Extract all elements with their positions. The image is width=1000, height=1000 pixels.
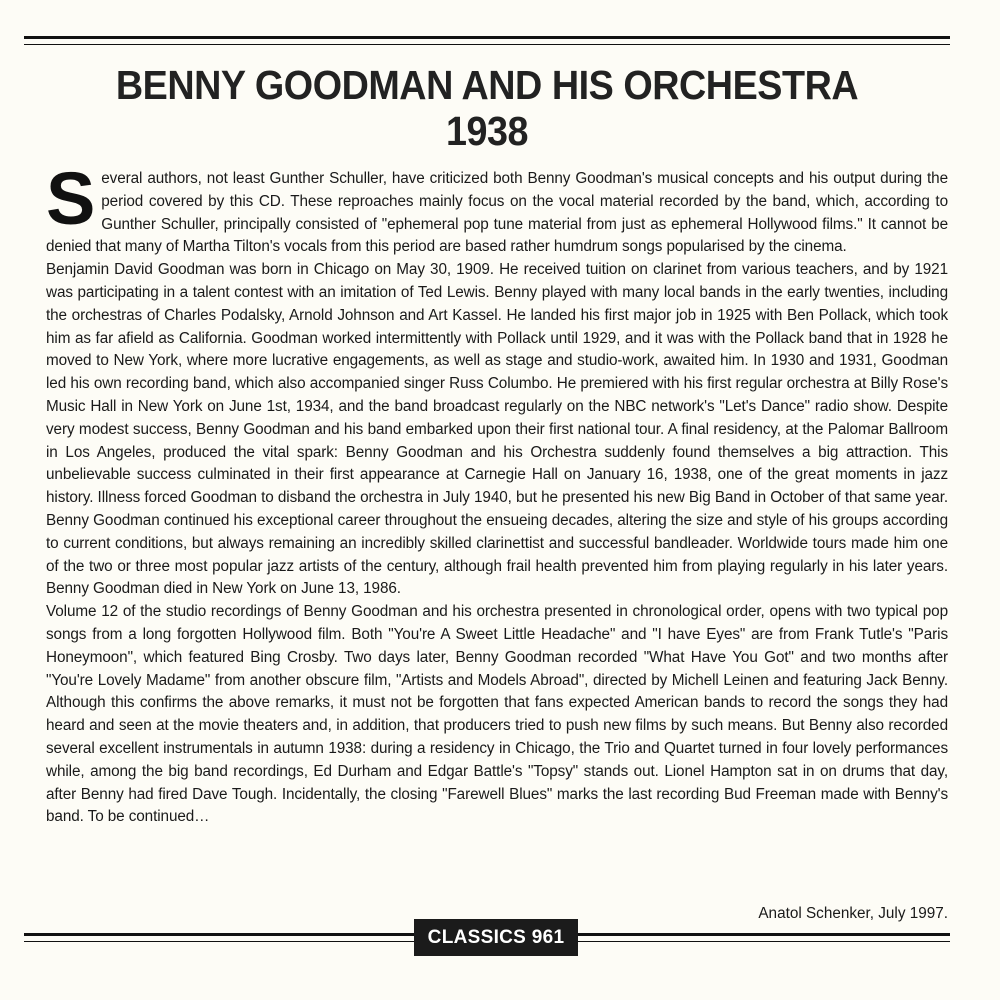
author-signature: Anatol Schenker, July 1997. bbox=[758, 905, 948, 922]
top-rule bbox=[24, 36, 950, 45]
page-title bbox=[61, 62, 913, 154]
title-line-1: BENNY GOODMAN AND HIS ORCHESTRA bbox=[115, 62, 859, 108]
paragraph-1 bbox=[46, 157, 948, 259]
drop-cap: S bbox=[46, 157, 96, 240]
paragraph-1-text: everal authors, not least Gunther Schuller, have criticized both Benny Goodman's musical concepts and his output during the period covered by this CD. These reproaches mainly focus on the vocal material recorded by the band, which, according to Gunther Schuller, principally consisted of "ephemeral pop tune material from just as ephemeral Hollywood films." It cannot be denied that many of Martha Tilton's vocals from this period are based rather humdrum songs popularised by the cinema. bbox=[46, 170, 948, 256]
liner-notes-body bbox=[46, 157, 948, 829]
catalog-label: CLASSICS 961 bbox=[414, 919, 578, 956]
paragraph-2: Benjamin David Goodman was born in Chicago on May 30, 1909. He received tuition on clarinet from various teachers, and by 1921 was participating in a talent contest with an imitation of Ted Lewis. Benny played with many local bands in the early twenties, including the orchestras of Charles Podalsky, Arnold Johnson and Art Kassel. He landed his first major job in 1925 with Ben Pollack, which took him as far afield as California. Goodman worked intermittently with Pollack until 1929, and it was with the Pollack band that in 1928 he moved to New York, where more lucrative engagements, as well as stage and studio-work, awaited him. In 1930 and 1931, Goodman led his own recording band, which also accompanied singer Russ Columbo. He premiered with his first regular orchestra at Billy Rose's Music Hall in New York on June 1st, 1934, and the band broadcast regularly on the NBC network's "Let's Dance" radio show. Despite very modest success, Benny Goodman and his band embarked upon their first national tour. A final residency, at the Palomar Ballroom in Los Angeles, produced the vital spark: Benny Goodman and his Orchestra suddenly found themselves a big attraction. This unbelievable success culminated in their first appearance at Carnegie Hall on January 16, 1938, one of the great moments in jazz history. Illness forced Goodman to disband the orchestra in July 1940, but he presented his new Big Band in October of that same year. Benny Goodman continued his exceptional career throughout the ensueing decades, altering the size and style of his groups according to current conditions, but always remaining an incredibly skilled clarinettist and successful bandleader. Worldwide tours made him one of the two or three most popular jazz artists of the century, although frail health prevented him from playing regularly in his later years. Benny Goodman died in New York on June 13, 1986. bbox=[46, 261, 948, 598]
title-line-2: 1938 bbox=[445, 108, 529, 154]
paragraph-3: Volume 12 of the studio recordings of Benny Goodman and his orchestra presented in chronological order, opens with two typical pop songs from a long forgotten Hollywood film. Both "You're A Sweet Little Headache" and "I have Eyes" are from Frank Tutle's "Paris Honeymoon", which featured Bing Crosby. Two days later, Benny Goodman recorded "What Have You Got" and two months after "You're Lovely Madame" from another obscure film, "Artists and Models Abroad", directed by Michell Leinen and featuring Jack Benny. Although this confirms the above remarks, it must not be forgotten that fans expected American bands to record the songs they had heard and seen at the movie theaters and, in addition, that producers tried to push new films by such means. But Benny also recorded several excellent instrumentals in autumn 1938: during a residency in Chicago, the Trio and Quartet turned in four lovely performances while, among the big band recordings, Ed Durham and Edgar Battle's "Topsy" stands out. Lionel Hampton sat in on drums that day, after Benny had fired Dave Tough. Incidentally, the closing "Farewell Blues" marks the last recording Bud Freeman made with Benny's band. To be continued… bbox=[46, 603, 948, 826]
